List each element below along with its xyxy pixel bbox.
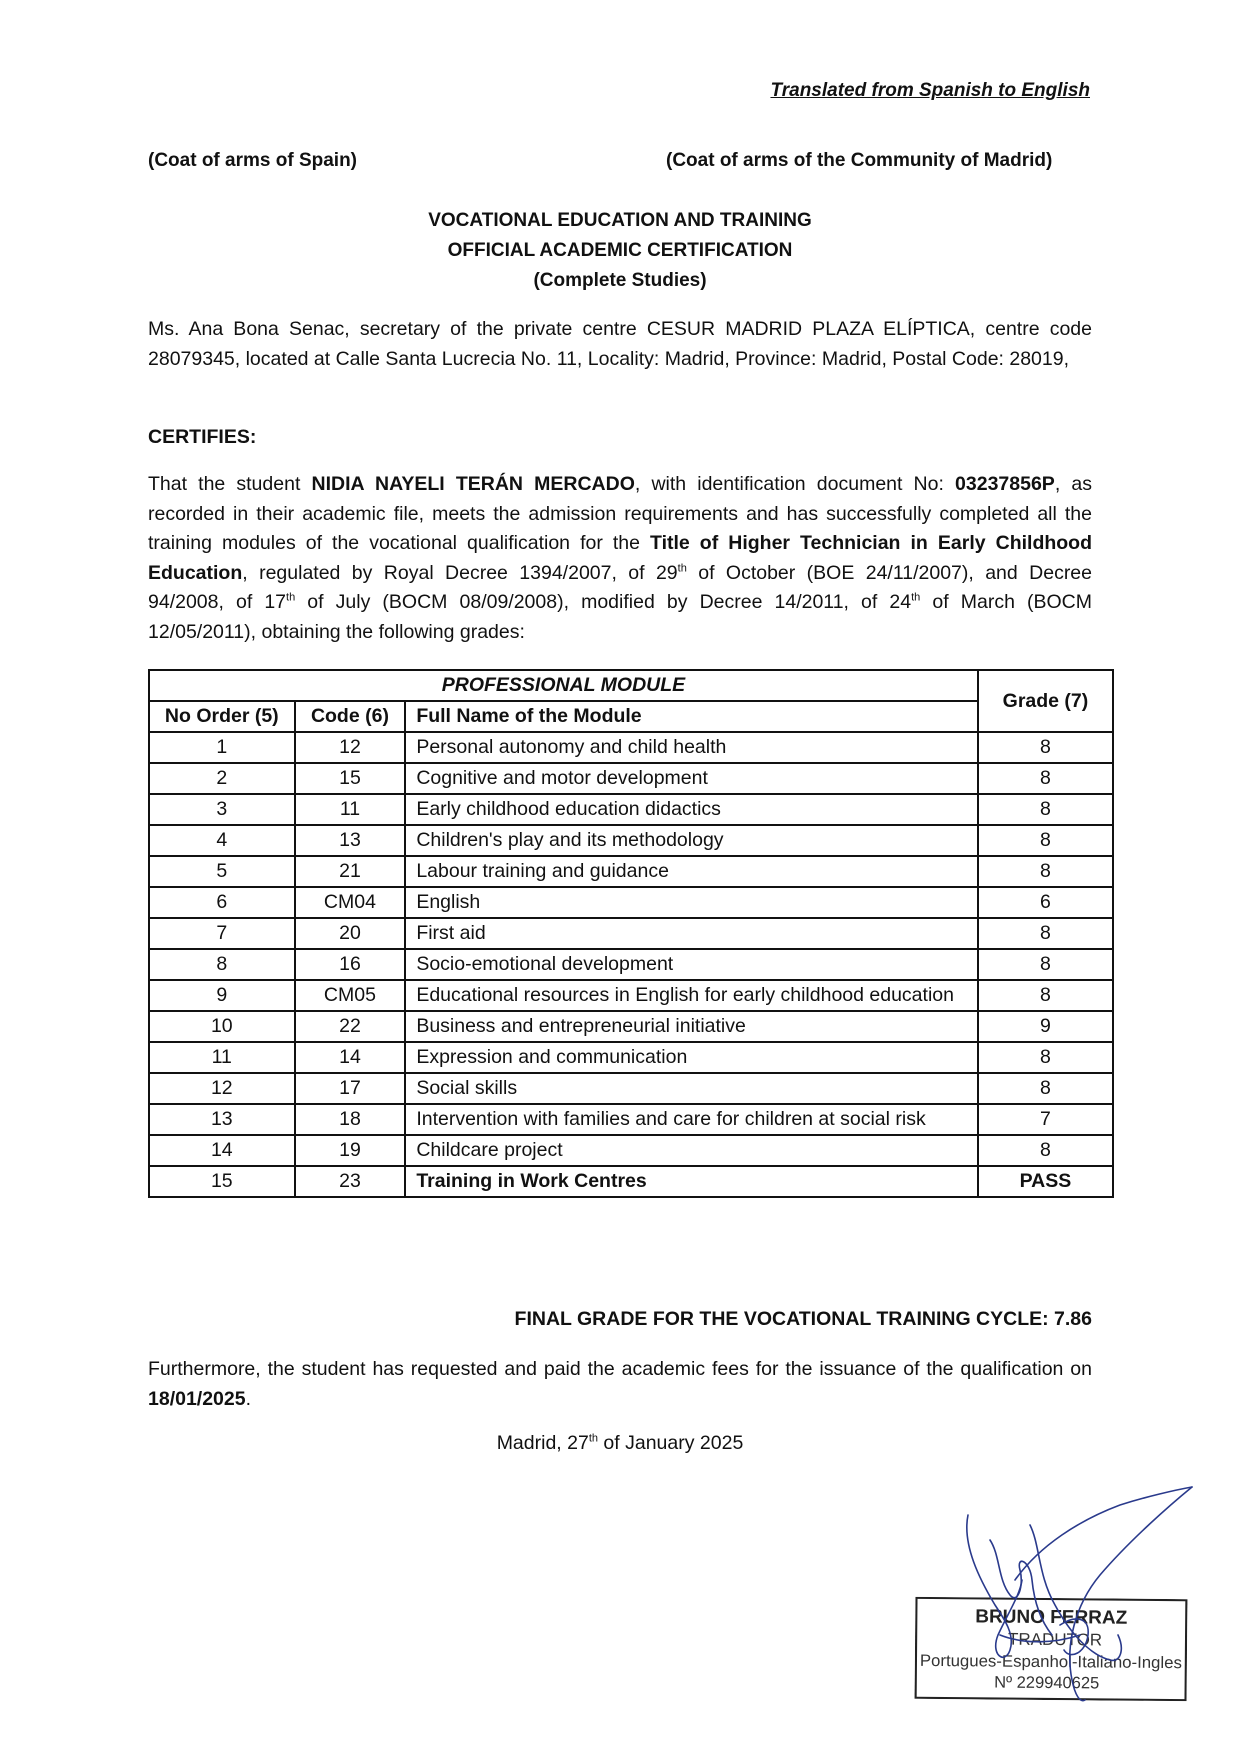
module-name-column-header: Full Name of the Module — [405, 701, 978, 732]
order-cell: 3 — [149, 794, 295, 825]
code-cell: 22 — [295, 1011, 406, 1042]
grade-cell: 8 — [978, 732, 1113, 763]
professional-module-header: PROFESSIONAL MODULE — [149, 670, 978, 701]
order-cell: 10 — [149, 1011, 295, 1042]
code-cell: 17 — [295, 1073, 406, 1104]
module-name-cell: Training in Work Centres — [405, 1166, 978, 1197]
grade-cell: 8 — [978, 825, 1113, 856]
grade-cell: 8 — [978, 856, 1113, 887]
table-group-header-row — [149, 670, 1113, 701]
fees-date: 18/01/2025 — [148, 1387, 246, 1410]
coat-of-arms-spain-label: (Coat of arms of Spain) — [148, 150, 358, 171]
order-cell: 15 — [149, 1166, 295, 1197]
module-name-cell: Personal autonomy and child health — [405, 732, 978, 763]
grade-cell: 8 — [978, 1135, 1113, 1166]
grade-column-header: Grade (7) — [978, 670, 1113, 732]
table-row — [149, 856, 1113, 887]
order-column-header: No Order (5) — [149, 701, 295, 732]
intro-paragraph: Ms. Ana Bona Senac, secretary of the private centre CESUR MADRID PLAZA ELÍPTICA, centre code 28079345, located at Calle Santa Lucrecia No. 11, Locality: Madrid, Province: Madrid, Postal Code: 28019, — [148, 318, 1092, 370]
table-header-row — [149, 701, 1113, 732]
fees-paragraph — [148, 1355, 1092, 1414]
certifies-label: CERTIFIES: — [148, 426, 257, 448]
code-cell: 16 — [295, 949, 406, 980]
code-cell: 23 — [295, 1166, 406, 1197]
table-row — [149, 825, 1113, 856]
table-row — [149, 1073, 1113, 1104]
body-text: of July (BOCM 08/09/2008), modified by Decree 14/2011, of 24 — [295, 591, 912, 613]
code-cell: 12 — [295, 732, 406, 763]
table-row — [149, 1166, 1113, 1197]
grade-cell: 6 — [978, 887, 1113, 918]
order-cell: 8 — [149, 949, 295, 980]
code-cell: 11 — [295, 794, 406, 825]
order-cell: 4 — [149, 825, 295, 856]
place-and-date — [148, 1432, 1092, 1455]
title-line-3: (Complete Studies) — [533, 270, 707, 291]
module-name-cell: Socio-emotional development — [405, 949, 978, 980]
coat-of-arms-madrid-label: (Coat of arms of the Community of Madrid) — [666, 150, 1053, 171]
title-line-1: VOCATIONAL EDUCATION AND TRAINING — [428, 210, 812, 231]
order-cell: 5 — [149, 856, 295, 887]
module-name-cell: Early childhood education didactics — [405, 794, 978, 825]
grade-cell: 8 — [978, 794, 1113, 825]
body-text: of March (BOCM 12/05/2011), obtaining the following grades: — [148, 591, 1092, 643]
module-name-cell: English — [405, 887, 978, 918]
module-name-cell: Educational resources in English for early childhood education — [405, 980, 978, 1011]
ordinal-suffix: th — [588, 1432, 599, 1445]
code-column-header: Code (6) — [295, 701, 406, 732]
stamp-number: Nº 229940625 — [994, 1673, 1100, 1693]
grade-cell: 8 — [978, 918, 1113, 949]
grades-table — [148, 669, 1114, 1198]
code-cell: 19 — [295, 1135, 406, 1166]
order-cell: 2 — [149, 763, 295, 794]
module-name-cell: Expression and communication — [405, 1042, 978, 1073]
code-cell: 21 — [295, 856, 406, 887]
document-title — [148, 206, 1092, 296]
ordinal-suffix: th — [911, 591, 921, 604]
module-name-cell: Business and entrepreneurial initiative — [405, 1011, 978, 1042]
body-text: That the student — [148, 473, 312, 495]
grade-cell: 8 — [978, 949, 1113, 980]
table-row — [149, 980, 1113, 1011]
body-text: , regulated by Royal Decree 1394/2007, of 29 — [242, 561, 678, 584]
grade-cell: 8 — [978, 980, 1113, 1011]
final-grade: FINAL GRADE FOR THE VOCATIONAL TRAINING CYCLE: 7.86 — [514, 1308, 1092, 1330]
table-row — [149, 732, 1113, 763]
module-name-cell: Social skills — [405, 1073, 978, 1104]
table-row — [149, 1104, 1113, 1135]
code-cell: CM05 — [295, 980, 406, 1011]
code-cell: CM04 — [295, 887, 406, 918]
grade-cell: PASS — [978, 1166, 1113, 1197]
table-row — [149, 794, 1113, 825]
grade-cell: 8 — [978, 763, 1113, 794]
grades-table-body — [149, 732, 1113, 1197]
grade-cell: 7 — [978, 1104, 1113, 1135]
module-name-cell: First aid — [405, 918, 978, 949]
place-date-text: Madrid, 27 — [496, 1432, 589, 1454]
table-row — [149, 1135, 1113, 1166]
code-cell: 13 — [295, 825, 406, 856]
place-date-text: of January 2025 — [598, 1432, 744, 1454]
order-cell: 12 — [149, 1073, 295, 1104]
fees-text: Furthermore, the student has requested and paid the academic fees for the issuance of the qualification on — [148, 1358, 1092, 1380]
handwritten-signature — [960, 1485, 1200, 1705]
certification-paragraph — [148, 470, 1092, 647]
grade-cell: 9 — [978, 1011, 1113, 1042]
table-row — [149, 887, 1113, 918]
table-row — [149, 918, 1113, 949]
ordinal-suffix: th — [677, 562, 687, 574]
stamp-role: TRADUTOR — [1007, 1629, 1103, 1650]
order-cell: 1 — [149, 732, 295, 763]
module-name-cell: Intervention with families and care for children at social risk — [405, 1104, 978, 1135]
grade-cell: 8 — [978, 1042, 1113, 1073]
order-cell: 7 — [149, 918, 295, 949]
order-cell: 6 — [149, 887, 295, 918]
body-text: of October (BOE 24/11/2007), and Decree 94/2008, of 17 — [148, 561, 1092, 613]
table-row — [149, 1042, 1113, 1073]
code-cell: 15 — [295, 763, 406, 794]
body-text: , as recorded in their academic file, meets the admission requirements and has successfully completed all the training modules of the vocational qualification for the — [148, 473, 1092, 554]
code-cell: 14 — [295, 1042, 406, 1073]
ordinal-suffix: th — [286, 591, 296, 604]
body-text: , with identification document No: — [634, 473, 956, 495]
student-name: NIDIA NAYELI TERÁN MERCADO — [311, 473, 635, 495]
code-cell: 20 — [295, 918, 406, 949]
module-name-cell: Labour training and guidance — [405, 856, 978, 887]
order-cell: 14 — [149, 1135, 295, 1166]
document-number: 03237856P — [955, 473, 1055, 495]
qualification-title: Title of Higher Technician in Early Childhood Education — [148, 532, 1093, 584]
fees-text: . — [245, 1387, 252, 1410]
module-name-cell: Cognitive and motor development — [405, 763, 978, 794]
table-row — [149, 949, 1113, 980]
order-cell: 13 — [149, 1104, 295, 1135]
stamp-name: BRUNO FERRAZ — [975, 1606, 1128, 1629]
title-line-2: OFFICIAL ACADEMIC CERTIFICATION — [447, 240, 793, 261]
order-cell: 9 — [149, 980, 295, 1011]
stamp-languages: Portugues-Espanhol-Italiano-Ingles — [919, 1651, 1178, 1673]
table-row — [149, 763, 1113, 794]
order-cell: 11 — [149, 1042, 295, 1073]
code-cell: 18 — [295, 1104, 406, 1135]
module-name-cell: Childcare project — [405, 1135, 978, 1166]
grade-cell: 8 — [978, 1073, 1113, 1104]
module-name-cell: Children's play and its methodology — [405, 825, 978, 856]
table-row — [149, 1011, 1113, 1042]
translation-note: Translated from Spanish to English — [770, 80, 1090, 101]
